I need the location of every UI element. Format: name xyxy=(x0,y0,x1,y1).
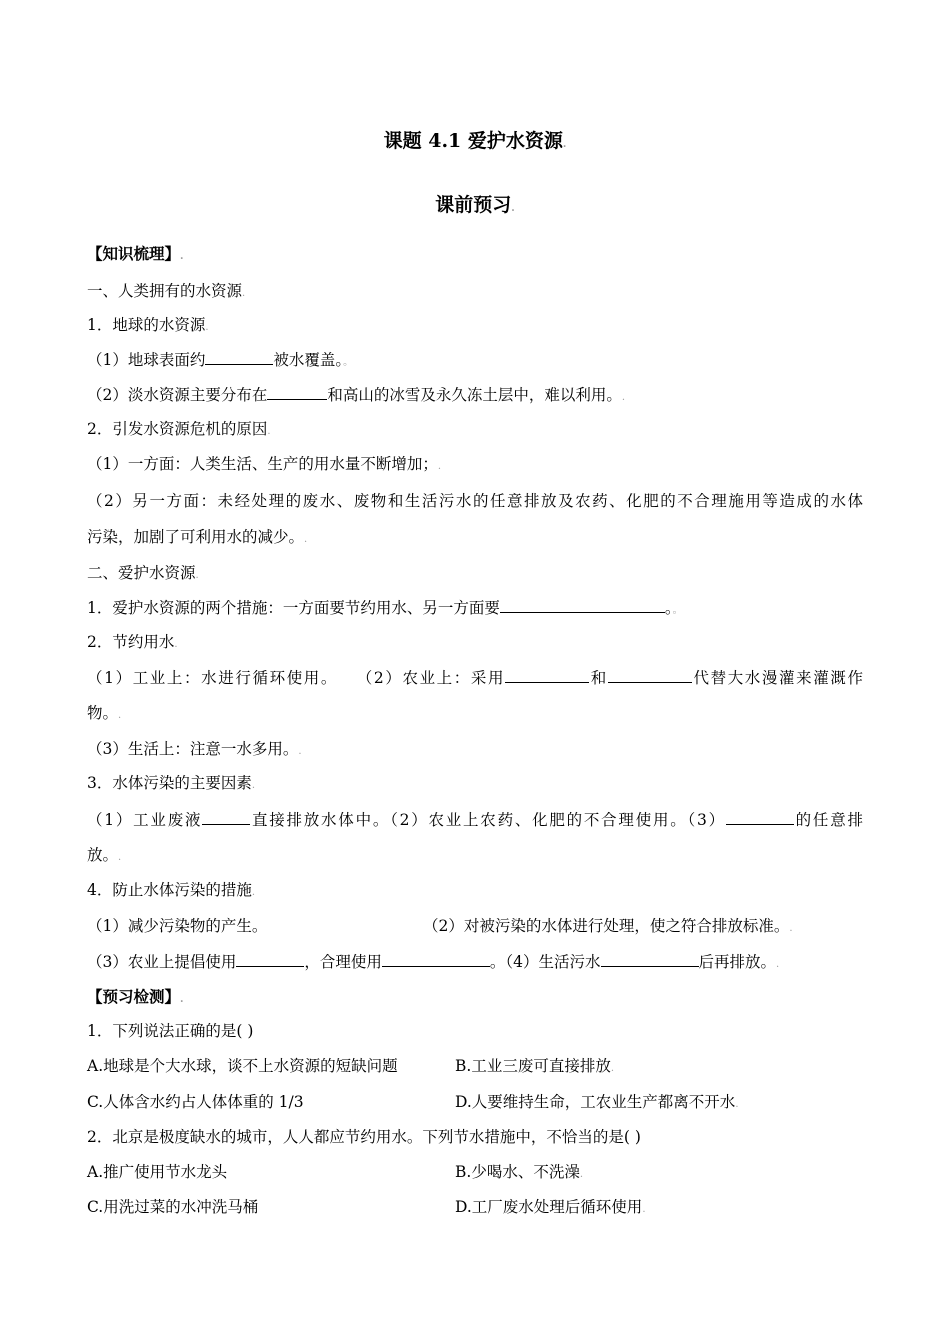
question-1-option-c[interactable]: C.人体含水约占人体体重的 1/3 xyxy=(87,1093,304,1111)
item-2-2-ab: （1）工业上：水进行循环使用。 （2）农业上：采用 和 代替大水漫灌来灌溉作 xyxy=(87,669,863,687)
fill-blank[interactable] xyxy=(382,951,490,967)
fill-blank[interactable] xyxy=(601,951,699,967)
item-1-2: 2．引发水资源危机的原因. xyxy=(87,420,271,438)
page-title: 课题 4.1 爱护水资源. xyxy=(383,130,567,152)
section-heading-check: 【预习检测】. xyxy=(87,987,184,1006)
part-heading-2: 二、爱护水资源. xyxy=(87,564,199,582)
item-2-2-c: （3）生活上：注意一水多用。. xyxy=(87,740,302,758)
section-heading-knowledge: 【知识梳理】. xyxy=(87,244,184,263)
item-2-4-a: （1）减少污染物的产生。 xyxy=(87,917,268,935)
item-2-3-a: （1）工业废液 直接排放水体中。（2）农业上农药、化肥的不合理使用。（3） 的任意排 xyxy=(87,811,863,829)
fill-blank[interactable] xyxy=(500,597,665,613)
fill-blank[interactable] xyxy=(202,809,250,825)
fill-blank[interactable] xyxy=(726,809,794,825)
question-2-option-c[interactable]: C.用洗过菜的水冲洗马桶 xyxy=(87,1198,259,1216)
item-1-2-a: （1）一方面：人类生活、生产的用水量不断增加；. xyxy=(87,455,442,473)
item-1-1-a: （1）地球表面约 被水覆盖。。 xyxy=(87,351,354,369)
fill-blank[interactable] xyxy=(236,951,304,967)
item-1-2-b-line1: （2）另一方面：未经处理的废水、废物和生活污水的任意排放及农药、化肥的不合理施用等造成的水体 xyxy=(87,492,863,510)
question-2-option-b[interactable]: B.少喝水、不洗澡. xyxy=(455,1163,584,1181)
fill-blank[interactable] xyxy=(608,667,692,683)
item-2-3: 3．水体污染的主要因素. xyxy=(87,774,256,792)
fill-blank[interactable] xyxy=(505,667,589,683)
item-1-1: 1．地球的水资源. xyxy=(87,316,209,334)
item-2-4-b: （2）对被污染的水体进行处理，使之符合排放标准。. xyxy=(423,917,793,935)
page-subtitle: 课前预习. xyxy=(435,194,515,216)
question-2: 2．北京是极度缺水的城市，人人都应节约用水。下列节水措施中，不恰当的是( ) xyxy=(87,1128,641,1146)
item-2-4-c: （3）农业上提倡使用 ，合理使用 。（4）生活污水 后再排放。. xyxy=(87,953,780,971)
item-2-1: 1．爱护水资源的两个措施：一方面要节约用水、另一方面要 。。 xyxy=(87,599,683,617)
fill-blank[interactable] xyxy=(205,349,273,365)
question-1-option-b[interactable]: B.工业三废可直接排放. xyxy=(455,1057,615,1075)
part-heading-1: 一、人类拥有的水资源. xyxy=(87,282,246,300)
question-1: 1．下列说法正确的是( ) xyxy=(87,1022,254,1040)
item-1-2-b-line2: 污染，加剧了可利用水的减少。. xyxy=(87,528,308,546)
question-2-option-d[interactable]: D.工厂废水处理后循环使用. xyxy=(455,1198,646,1216)
question-1-option-a[interactable]: A.地球是个大水球，谈不上水资源的短缺问题 xyxy=(87,1057,398,1075)
question-2-option-a[interactable]: A.推广使用节水龙头 xyxy=(87,1163,228,1181)
item-1-1-b: （2）淡水资源主要分布在 和高山的冰雪及永久冻土层中，难以利用。. xyxy=(87,386,626,404)
item-2-2-b-end: 物。. xyxy=(87,704,122,722)
item-2-4: 4．防止水体污染的措施. xyxy=(87,881,256,899)
item-2-2: 2．节约用水. xyxy=(87,633,178,651)
question-1-option-d[interactable]: D.人要维持生命，工农业生产都离不开水. xyxy=(455,1093,739,1111)
item-2-3-end: 放。. xyxy=(87,846,122,864)
fill-blank[interactable] xyxy=(267,384,327,400)
